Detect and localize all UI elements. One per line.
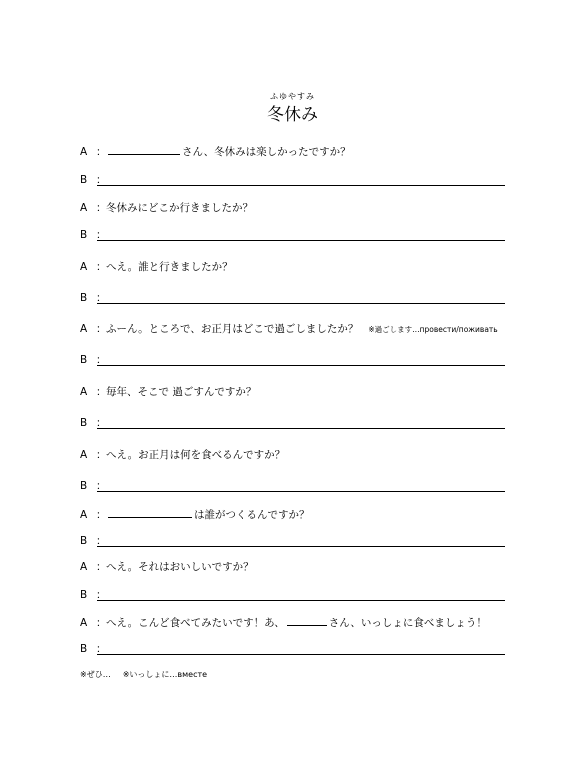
speaker-b: B — [80, 174, 88, 186]
line-a-7: A ： は誰がつくるんですか？ — [80, 506, 310, 522]
line-b-8: B ： — [80, 589, 107, 601]
line-a-9: A ：へえ。こんど食べてみたいです！あ、 さん、いっしょに食べましょう！ — [80, 614, 487, 630]
title-reading: ふゆやすみ — [270, 92, 315, 101]
vocab-note: ※過ごします…провести/поживать — [368, 325, 498, 334]
answer-line-5[interactable] — [97, 428, 505, 429]
line-a-8-text: へえ。それはおいしいですか？ — [106, 561, 254, 573]
line-a-4-text: ふーん。ところで、お正月はどこで過ごしましたか？ — [106, 323, 359, 335]
line-b-9: B ： — [80, 643, 107, 655]
answer-line-6[interactable] — [97, 491, 505, 492]
page-title: 冬休み — [267, 105, 318, 125]
line-b-2: B ： — [80, 229, 107, 241]
line-a-2-text: 冬休みにどこか行きましたか？ — [106, 202, 253, 214]
line-b-3: B ： — [80, 292, 107, 304]
line-a-1: A ： さん、冬休みは楽しかったですか？ — [80, 143, 351, 159]
line-a-9-pre: へえ。こんど食べてみたいです！あ、 — [106, 617, 285, 629]
answer-line-9[interactable] — [97, 654, 505, 655]
line-a-2: A ：冬休みにどこか行きましたか？ — [80, 202, 253, 214]
answer-line-3[interactable] — [97, 303, 505, 304]
line-a-6-text: へえ。お正月は何を食べるんですか？ — [106, 449, 286, 461]
answer-line-8[interactable] — [97, 600, 505, 601]
line-a-1-text: さん、冬休みは楽しかったですか？ — [182, 146, 351, 158]
line-b-5: B ： — [80, 417, 107, 429]
name-blank-2[interactable] — [287, 614, 327, 626]
line-a-7-text: は誰がつくるんですか？ — [194, 509, 310, 521]
footnote-issho: ※いっしょに…вместе — [122, 670, 208, 679]
line-b-4: B ： — [80, 354, 107, 366]
line-a-5-text: 毎年、そこで 過ごすんですか？ — [106, 386, 257, 398]
line-a-8: A ：へえ。それはおいしいですか？ — [80, 561, 254, 573]
answer-line-1[interactable] — [97, 185, 505, 186]
footnotes — [80, 669, 219, 680]
speaker-a: A — [80, 146, 88, 158]
footnote-zehi: ※ぜひ… — [80, 670, 111, 679]
line-a-6: A ：へえ。お正月は何を食べるんですか？ — [80, 449, 286, 461]
answer-line-4[interactable] — [97, 365, 505, 366]
food-blank[interactable] — [108, 506, 192, 518]
answer-line-2[interactable] — [97, 240, 505, 241]
line-a-9-post: さん、いっしょに食べましょう！ — [328, 617, 487, 629]
line-b-7: B ： — [80, 535, 107, 547]
line-b-1: B ： — [80, 174, 107, 186]
line-a-4: A ：ふーん。ところで、お正月はどこで過ごしましたか？ ※過ごします…провести/поживать — [80, 323, 498, 335]
line-a-5: A ：毎年、そこで 過ごすんですか？ — [80, 386, 257, 398]
answer-line-7[interactable] — [97, 546, 505, 547]
line-a-3: A ：へえ。誰と行きましたか？ — [80, 261, 233, 273]
name-blank[interactable] — [108, 143, 180, 155]
line-a-3-text: へえ。誰と行きましたか？ — [106, 261, 233, 273]
line-b-6: B ： — [80, 480, 107, 492]
